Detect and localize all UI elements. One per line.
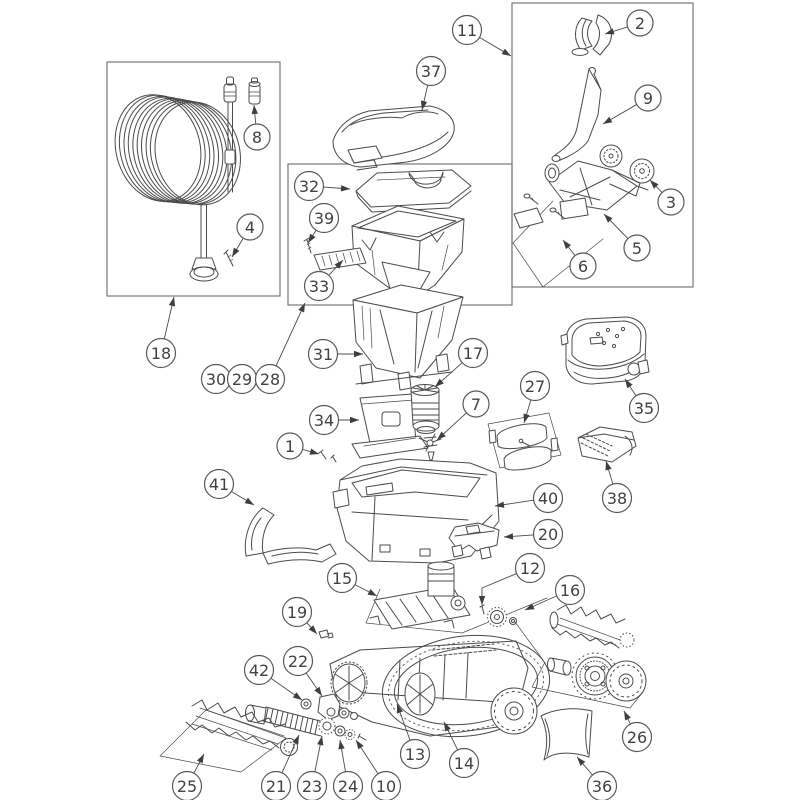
leader-arrowhead-32 [341, 185, 350, 191]
callout-7 [437, 391, 489, 440]
callout-41 [205, 470, 255, 506]
callout-label: 10 [375, 776, 397, 796]
callout-38 [603, 461, 632, 513]
body-side-tab [333, 489, 349, 508]
part-handle-rod [552, 68, 601, 162]
leader-arrowhead-25 [197, 754, 204, 763]
callout-label: 22 [287, 651, 309, 671]
callout-3 [650, 180, 684, 215]
leader-arrowhead-6 [563, 240, 571, 249]
callout-24 [334, 740, 363, 800]
leader-arrowhead-23 [317, 736, 323, 745]
part-front-brush [160, 700, 298, 772]
callout-label: 6 [577, 256, 589, 276]
leader-arrowhead-39 [308, 234, 316, 243]
callout-label: 4 [244, 217, 256, 237]
callout-label: 3 [665, 192, 677, 212]
callout-label: 19 [286, 602, 308, 622]
callout-label: 34 [313, 410, 335, 430]
callout-label: 28 [259, 369, 281, 389]
callout-label: 18 [150, 343, 172, 363]
callout-1 [277, 433, 319, 459]
callout-label: 12 [519, 558, 541, 578]
callout-20 [504, 520, 563, 549]
callout-35 [625, 379, 659, 423]
callout-12 [479, 554, 545, 606]
leader-arrowhead-18 [169, 297, 175, 306]
callout-26 [623, 711, 652, 752]
leader-arrowhead-20 [504, 533, 513, 539]
callout-label: 27 [524, 376, 546, 396]
callout-label: 30 [205, 369, 227, 389]
leader-arrowhead-28 [298, 303, 305, 313]
callout-label: 9 [642, 88, 654, 108]
callout-label: 20 [537, 524, 559, 544]
part-drive-gear [480, 605, 507, 627]
callout-label: 41 [208, 474, 230, 494]
callout-label: 1 [284, 436, 296, 456]
callout-22 [284, 647, 323, 697]
part-squeegee [541, 709, 592, 760]
callout-label: 11 [456, 20, 478, 40]
callout-label: 39 [313, 208, 335, 228]
callout-23 [298, 736, 327, 800]
part-drive-wheels [532, 653, 646, 708]
part-washer-16 [510, 618, 517, 625]
callout-6 [563, 240, 596, 279]
callout-label: 23 [301, 776, 323, 796]
callout-32 [295, 172, 351, 201]
callout-4 [232, 214, 263, 257]
callout-label: 38 [606, 488, 628, 508]
callout-label: 29 [231, 369, 253, 389]
leader-arrowhead-24 [338, 740, 344, 749]
part-screw-4 [224, 250, 233, 266]
callout-label: 37 [420, 61, 442, 81]
cable-connector [224, 84, 236, 102]
callout-label: 24 [337, 776, 359, 796]
part-basket-bottom [353, 285, 463, 390]
part-track-assembly [330, 622, 555, 746]
leader-arrowhead-9 [603, 117, 612, 124]
part-handle-bracket [245, 508, 336, 564]
callout-2 [605, 10, 653, 36]
callout-label: 31 [312, 344, 334, 364]
callout-label: 21 [265, 776, 287, 796]
leader-arrowhead-27 [523, 413, 529, 423]
callout-34 [310, 406, 360, 435]
callout-label: 17 [462, 343, 484, 363]
part-clip-19 [319, 630, 333, 638]
callout-label: 16 [559, 580, 581, 600]
leader-arrowhead-41 [245, 498, 254, 505]
leader-arrowhead-42 [293, 692, 302, 700]
part-rear-brush [550, 605, 634, 648]
callout-label: 2 [634, 13, 646, 33]
callout-40 [495, 484, 563, 513]
leader-arrowhead-31 [354, 351, 363, 357]
callout-label: 33 [308, 276, 330, 296]
leader-arrowhead-11 [502, 49, 511, 56]
callout-11 [453, 16, 512, 57]
callout-label: 7 [470, 394, 482, 414]
leader-arrowhead-1 [309, 449, 319, 455]
callout-8 [244, 105, 270, 150]
leader-arrowhead-38 [605, 461, 611, 471]
callout-30 [202, 365, 231, 394]
callout-label: 32 [298, 176, 320, 196]
callout-18 [147, 297, 176, 368]
callout-label: 8 [251, 127, 263, 147]
instruction-sheet [514, 208, 543, 228]
part-screws-1 [319, 450, 336, 462]
callout-25 [173, 754, 205, 800]
leader-line-12 [482, 574, 517, 605]
callout-36 [577, 757, 617, 800]
callout-label: 40 [537, 488, 559, 508]
callout-label: 35 [633, 398, 655, 418]
callout-15 [328, 564, 378, 597]
callout-19 [283, 598, 318, 635]
leader-line-28 [276, 303, 305, 366]
leader-arrowhead-4 [232, 248, 239, 257]
callout-label: 36 [591, 776, 613, 796]
part-impeller-cylinder [411, 385, 439, 434]
part-lock-latch [449, 523, 499, 559]
part-handle-grip [572, 15, 612, 56]
callout-label: 42 [248, 660, 270, 680]
callout-label: 13 [404, 744, 426, 764]
leader-arrowhead-26 [624, 711, 631, 720]
part-filter-tray [356, 170, 471, 212]
callout-9 [603, 85, 661, 124]
callout-label: 5 [631, 238, 643, 258]
part-intake-grate [578, 427, 636, 462]
leader-arrowhead-12 [479, 596, 485, 605]
callout-28 [256, 303, 306, 394]
callout-label: 26 [626, 727, 648, 747]
leader-arrowhead-8 [252, 105, 258, 114]
callout-10 [356, 740, 401, 800]
callout-39 [308, 204, 339, 244]
leader-arrowhead-34 [350, 417, 359, 423]
leader-arrowhead-10 [356, 740, 364, 749]
callout-label: 25 [176, 776, 198, 796]
leader-arrowhead-15 [368, 589, 377, 596]
part-top-cover [333, 106, 454, 170]
callout-label: 14 [453, 753, 475, 773]
part-swivel-connector [249, 78, 260, 104]
callout-37 [417, 57, 446, 111]
callout-31 [309, 340, 364, 369]
part-power-supply [561, 317, 649, 384]
callout-label: 15 [331, 568, 353, 588]
callout-5 [604, 214, 650, 261]
callout-29 [228, 365, 257, 394]
part-cable-coil [103, 77, 251, 281]
leader-arrowhead-22 [314, 687, 322, 696]
